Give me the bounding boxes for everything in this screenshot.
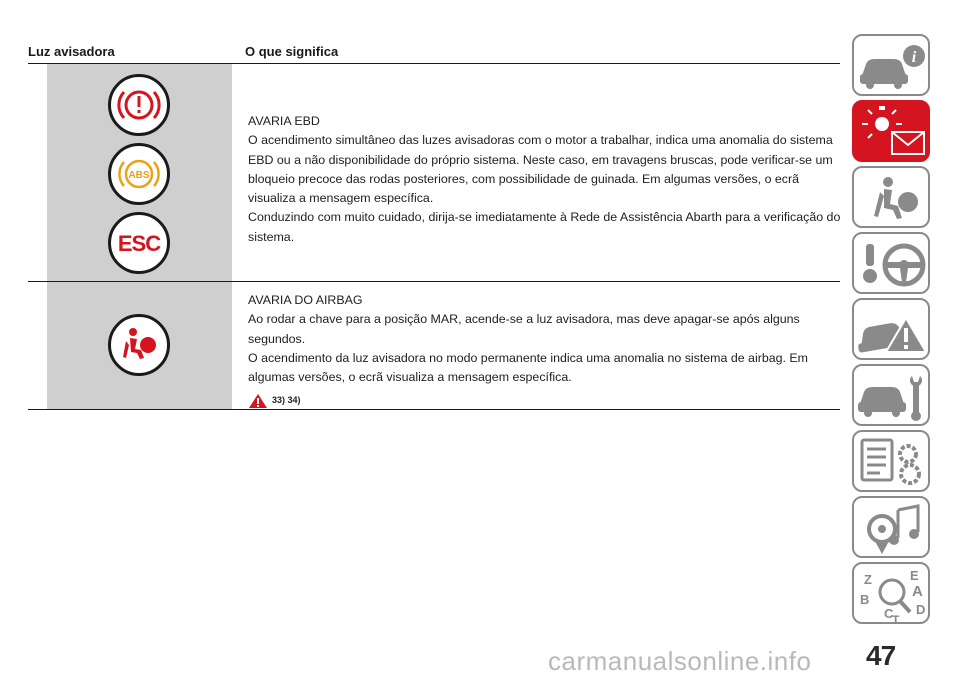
page-number: 47: [866, 640, 896, 671]
abs-warning-icon: [108, 143, 170, 205]
tab-driving[interactable]: [852, 232, 930, 294]
fault-title: AVARIA DO AIRBAG: [248, 293, 363, 307]
table-row: [28, 64, 840, 281]
tab-maintenance[interactable]: [852, 364, 930, 426]
meaning-cell: [248, 112, 848, 247]
car-maintenance-icon: [854, 366, 932, 428]
row-divider: [28, 409, 840, 410]
svg-text:D: D: [916, 602, 926, 617]
tab-safety[interactable]: [852, 166, 930, 228]
svg-text:i: i: [911, 49, 917, 66]
tab-emergency[interactable]: [852, 298, 930, 360]
car-info-icon: [854, 36, 932, 98]
esc-warning-icon: [108, 212, 170, 274]
meaning-cell: [248, 291, 848, 411]
table-header: [28, 44, 840, 64]
tab-multimedia[interactable]: [852, 496, 930, 558]
svg-text:ESC: ESC: [117, 231, 161, 256]
emergency-icon: [854, 300, 932, 362]
airbag-warning-icon: [108, 314, 170, 376]
description-paragraph: Conduzindo com muito cuidado, dirija-se imediatamente à Rede de Assistência Abarth para a verificação do sistema.: [248, 210, 841, 244]
column-header-warning-light: Luz avisadora: [28, 44, 115, 59]
steering-wheel-icon: [854, 234, 932, 296]
svg-text:C: C: [884, 606, 894, 621]
warning-references: [248, 391, 848, 410]
warning-triangle-icon: [248, 393, 268, 409]
description-paragraph: Ao rodar a chave para a posição MAR, acende-se a luz avisadora, mas deve apagar-se após alguns segundos.: [248, 312, 800, 346]
seat-safety-icon: [854, 168, 932, 230]
index-icon: [854, 564, 932, 626]
warning-lights-icon: [854, 102, 932, 164]
svg-text:E: E: [910, 568, 919, 583]
description-paragraph: O acendimento simultâneo das luzes avisadoras com o motor a trabalhar, indica uma anomalia do sistema EBD ou a não disponibilidade do próprio sistema. Neste caso, em travagens bruscas, pode verificar-se um bloqueio precoce das rodas posteriores, com possibilidade de guinada. Em algumas versões, o ecrã visualiza a mensagem específica.: [248, 133, 833, 206]
tab-warning-lights[interactable]: [852, 100, 930, 162]
reference-numbers[interactable]: 33) 34): [272, 395, 301, 406]
svg-text:B: B: [860, 592, 870, 607]
technical-data-icon: [854, 432, 932, 494]
tab-technical-data[interactable]: [852, 430, 930, 492]
svg-text:ABS: ABS: [128, 170, 150, 181]
tab-car-info[interactable]: [852, 34, 930, 96]
multimedia-icon: [854, 498, 932, 560]
tab-index[interactable]: [852, 562, 930, 624]
svg-text:Z: Z: [864, 572, 872, 587]
column-header-meaning: O que significa: [245, 44, 339, 59]
warning-light-cell: [47, 64, 232, 281]
brake-warning-icon: [108, 74, 170, 136]
table-row: [28, 282, 840, 409]
svg-text:A: A: [912, 583, 923, 600]
warning-light-cell: [47, 282, 232, 409]
svg-text:T: T: [892, 613, 900, 626]
watermark: carmanualsonline.info: [548, 646, 812, 676]
fault-title: AVARIA EBD: [248, 114, 320, 128]
description-paragraph: O acendimento da luz avisadora no modo permanente indica uma anomalia no sistema de airbag. Em algumas versões, o ecrã visualiza a mensagem específica.: [248, 350, 808, 385]
